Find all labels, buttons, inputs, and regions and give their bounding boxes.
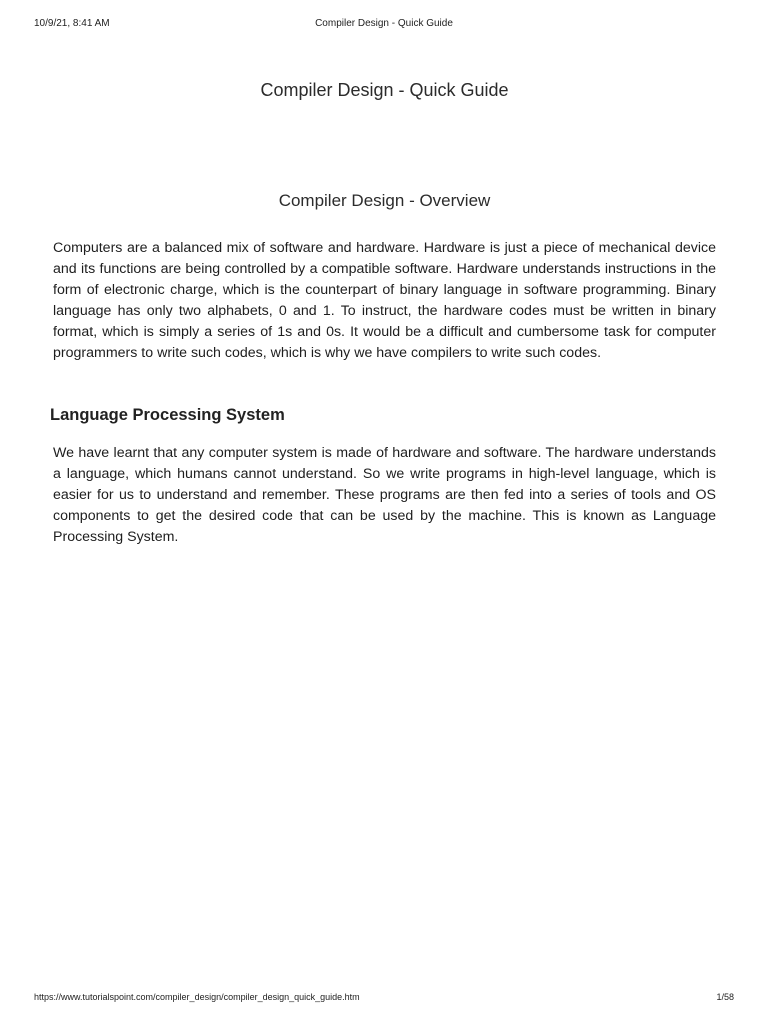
print-footer (34, 992, 734, 1006)
print-url: https://www.tutorialspoint.com/compiler_design/compiler_design_quick_guide.htm (34, 992, 360, 1002)
page-title: Compiler Design - Quick Guide (260, 80, 509, 100)
lps-paragraph: We have learnt that any computer system is made of hardware and software. The hardware understands a language, which humans cannot understand. So we write programs in high-level language, which is easier for us to understand and remember. These programs are then fed into a series of tools and OS components to get the desired code that can be used by the machine. This is known as Language Processing System. (53, 445, 716, 545)
page-indicator: 1/58 (716, 992, 734, 1002)
print-datetime: 10/9/21, 8:41 AM (34, 18, 110, 29)
print-doc-title: Compiler Design - Quick Guide (315, 18, 453, 29)
subheading-language-processing-system: Language Processing System (50, 406, 285, 424)
intro-paragraph: Computers are a balanced mix of software and hardware. Hardware is just a piece of mechanical device and its functions are being controlled by a compatible software. Hardware understands instructions in the form of electronic charge, which is the counterpart of binary language in software programming. Binary language has only two alphabets, 0 and 1. To instruct, the hardware codes must be written in binary format, which is simply a series of 1s and 0s. It would be a difficult and cumbersome task for computer programmers to write such codes, which is why we have compilers to write such codes. (53, 240, 716, 361)
section-title: Compiler Design - Overview (278, 191, 491, 210)
print-header (34, 18, 734, 32)
